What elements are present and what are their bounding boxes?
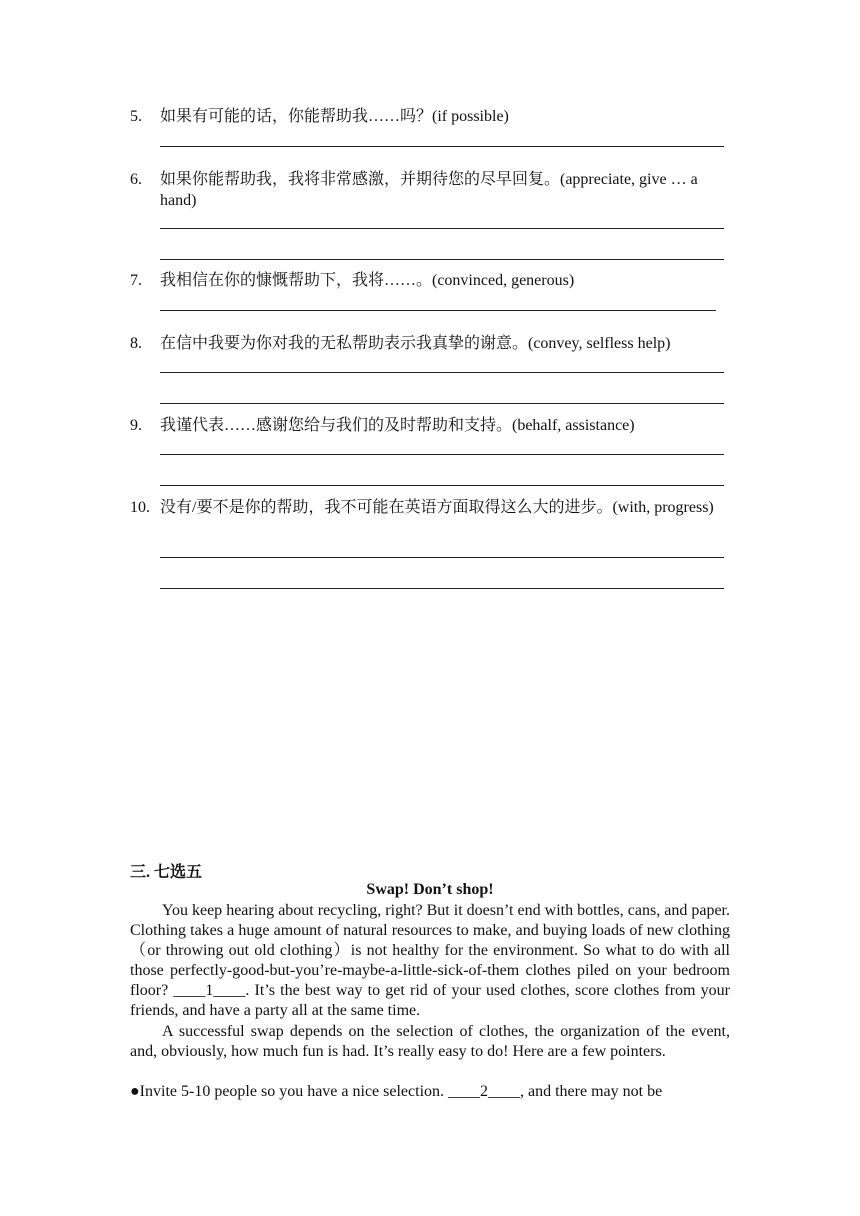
- answer-line[interactable]: [160, 146, 724, 147]
- question-text: 没有/要不是你的帮助，我不可能在英语方面取得这么大的进步。(with, progress): [160, 499, 714, 516]
- section-heading: 三. 七选五: [130, 864, 203, 881]
- answer-line[interactable]: [160, 454, 724, 455]
- question-10: [130, 497, 730, 518]
- question-number: 8.: [130, 335, 142, 352]
- question-8: [130, 333, 730, 354]
- answer-line[interactable]: [160, 228, 724, 229]
- answer-line[interactable]: [160, 372, 724, 373]
- question-text: 如果你能帮助我，我将非常感激，并期待您的尽早回复。(appreciate, give … a hand): [160, 171, 698, 209]
- question-5: [130, 106, 730, 127]
- question-number: 7.: [130, 272, 142, 289]
- answer-line[interactable]: [160, 588, 724, 589]
- question-text: 我谨代表……感谢您给与我们的及时帮助和支持。(behalf, assistance): [160, 417, 635, 434]
- question-number: 6.: [130, 171, 142, 188]
- question-6: [130, 169, 730, 211]
- passage-paragraph: You keep hearing about recycling, right? But it doesn’t end with bottles, cans, and paper. Clothing takes a huge amount of natural resources to make, and buying loads of new clothing（or throwing out old clothing）is not healthy for the environment. So what to do with all those perfectly-good-but-you’re-maybe-a-little-sick-of-them clothes piled on your bedroom floor? ____1____. It’s the best way to get rid of your used clothes, score clothes from your friends, and have a party all at the same time.: [130, 902, 730, 1019]
- question-number: 5.: [130, 108, 142, 125]
- question-number: 10.: [130, 499, 150, 516]
- passage-paragraph: A successful swap depends on the selection of clothes, the organization of the event, and, obviously, how much fun is had. It’s really easy to do! Here are a few pointers.: [130, 1023, 730, 1060]
- answer-line[interactable]: [160, 485, 724, 486]
- question-7: [130, 270, 730, 291]
- question-text: 在信中我要为你对我的无私帮助表示我真挚的谢意。(convey, selfless help): [160, 335, 671, 352]
- passage-bullet: ●Invite 5-10 people so you have a nice selection. ____2____, and there may not be: [130, 1083, 663, 1100]
- passage-title: Swap! Don’t shop!: [366, 881, 494, 898]
- answer-line[interactable]: [160, 403, 724, 404]
- answer-line[interactable]: [160, 259, 724, 260]
- answer-line[interactable]: [160, 557, 724, 558]
- answer-line[interactable]: [160, 310, 716, 311]
- question-number: 9.: [130, 417, 142, 434]
- question-9: [130, 415, 730, 436]
- question-text: 我相信在你的慷慨帮助下，我将……。(convinced, generous): [160, 272, 575, 289]
- question-text: 如果有可能的话，你能帮助我……吗？(if possible): [160, 108, 509, 125]
